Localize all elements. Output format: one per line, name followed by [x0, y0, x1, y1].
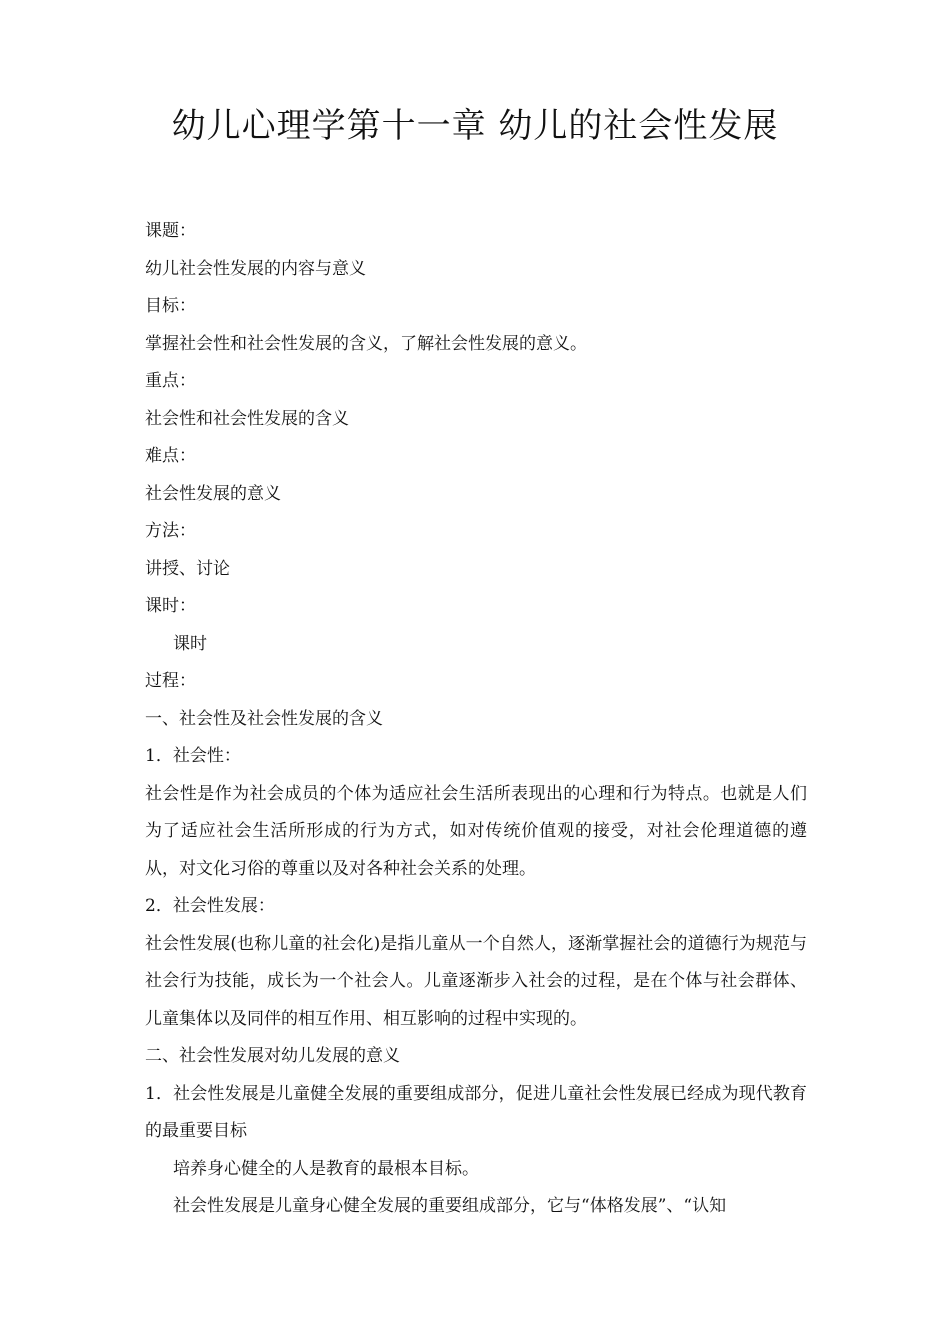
subheading-1-1: 1．社会性：	[145, 746, 241, 766]
label-objective: 目标：	[145, 296, 196, 316]
objective-text: 掌握社会性和社会性发展的含义，了解社会性发展的意义。	[145, 333, 587, 354]
label-topic: 课题：	[145, 221, 196, 241]
label-key-point: 重点：	[145, 371, 196, 391]
section-heading-1: 一、社会性及社会性发展的含义	[145, 708, 383, 729]
subheading-2-1: 1．社会性发展是儿童健全发展的重要组成部分，促进儿童社会性发展已经成为现代教育的最重要目标	[145, 1083, 807, 1141]
topic-text: 幼儿社会性发展的内容与意义	[145, 258, 366, 279]
section-heading-2: 二、社会性发展对幼儿发展的意义	[145, 1046, 400, 1066]
class-hours-text: 课时	[173, 633, 207, 654]
paragraph-sociality: 社会性是作为社会成员的个体为适应社会生活所表现出的心理和行为特点。也就是人们为了适应社会生活所形成的行为方式，如对传统价值观的接受，对社会伦理道德的遵从，对文化习俗的尊重以及对各种社会关系的处理。	[145, 783, 807, 879]
document-body	[145, 213, 807, 1226]
method-text: 讲授、讨论	[145, 558, 230, 579]
label-process: 过程：	[145, 671, 196, 691]
label-method: 方法：	[145, 521, 196, 541]
document-title: 幼儿心理学第十一章 幼儿的社会性发展	[171, 106, 779, 146]
subheading-1-2: 2．社会性发展：	[145, 896, 275, 916]
label-class-hours: 课时：	[145, 596, 196, 616]
paragraph-social-development: 社会性发展(也称儿童的社会化)是指儿童从一个自然人，逐渐掌握社会的道德行为规范与社会行为技能，成长为一个社会人。儿童逐渐步入社会的过程，是在个体与社会群体、儿童集体以及同伴的相互作用、相互影响的过程中实现的。	[145, 933, 807, 1029]
paragraph-development-component: 社会性发展是儿童身心健全发展的重要组成部分，它与“体格发展”、“认知	[173, 1196, 727, 1216]
difficulty-text: 社会性发展的意义	[145, 483, 281, 504]
key-point-text: 社会性和社会性发展的含义	[145, 408, 349, 429]
paragraph-education-goal: 培养身心健全的人是教育的最根本目标。	[173, 1158, 479, 1179]
label-difficulty: 难点：	[145, 446, 196, 466]
